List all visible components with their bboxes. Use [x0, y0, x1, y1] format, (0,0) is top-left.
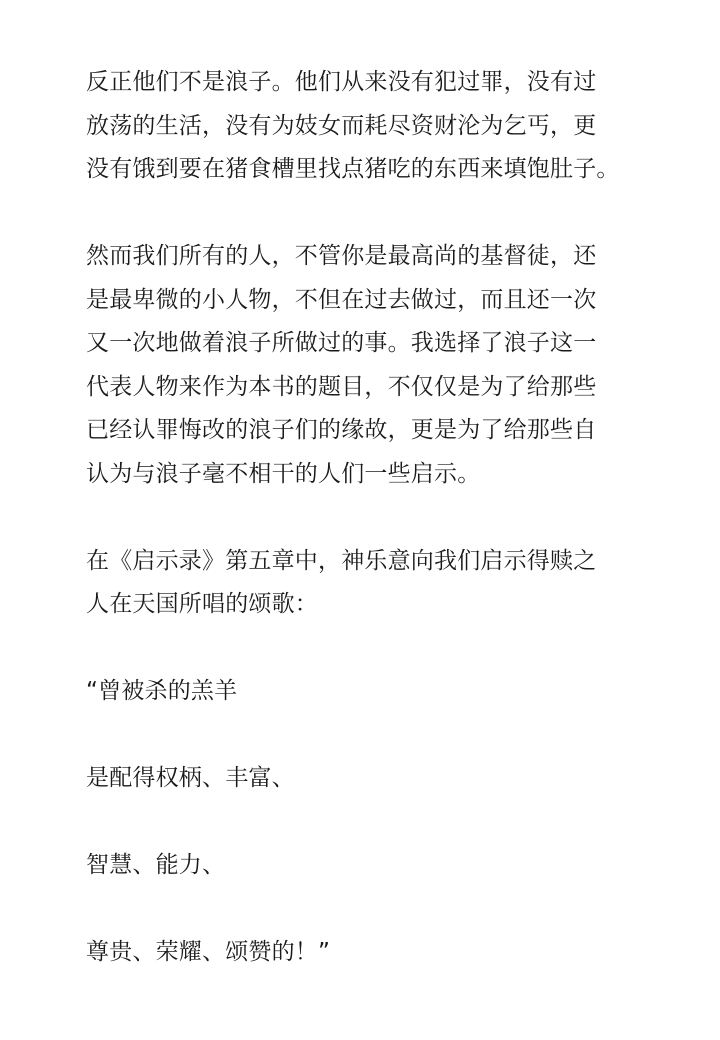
text-line: 已经认罪悔改的浪子们的缘故，更是为了给那些自 — [86, 417, 597, 443]
hymn-line-1 — [86, 670, 646, 714]
paragraph-gap — [86, 627, 646, 671]
text-line: 智慧、能力、 — [86, 852, 226, 878]
text-line: 放荡的生活，没有为妓女而耗尽资财沦为乞丐，更 — [86, 112, 597, 139]
text-line: 又一次地做着浪子所做过的事。我选择了浪子这一 — [86, 330, 597, 356]
text-line: “曾被杀的羔羊 — [86, 678, 238, 704]
text-line: 人在天国所唱的颂歌： — [86, 591, 318, 617]
paragraph-gap — [86, 496, 646, 540]
hymn-line-3 — [86, 844, 646, 888]
text-line: 是最卑微的小人物，不但在过去做过，而且还一次 — [86, 286, 597, 313]
text-line: 反正他们不是浪子。他们从来没有犯过罪，没有过 — [86, 69, 597, 95]
paragraph-gap — [86, 888, 646, 932]
paragraph-gap — [86, 192, 646, 236]
hymn-line-2 — [86, 757, 646, 801]
paragraph-gap — [86, 714, 646, 758]
text-line: 是配得权柄、丰富、 — [86, 765, 295, 791]
paragraph-all-of-us — [86, 235, 646, 496]
paragraph-prodigal-not — [86, 61, 646, 192]
paragraph-gap — [86, 801, 646, 845]
hymn-line-4 — [86, 931, 646, 975]
paragraph-revelation — [86, 540, 646, 627]
text-line: 尊贵、荣耀、颂赞的！” — [86, 939, 331, 965]
text-line: 在《启示录》第五章中，神乐意向我们启示得赎之 — [86, 547, 597, 574]
text-line: 没有饿到要在猪食槽里找点猪吃的东西来填饱肚子。 — [86, 156, 620, 182]
text-line: 然而我们所有的人，不管你是最高尚的基督徒，还 — [86, 243, 597, 269]
text-line: 认为与浪子毫不相干的人们一些启示。 — [86, 460, 481, 487]
document-page — [86, 61, 646, 975]
text-line: 代表人物来作为本书的题目，不仅仅是为了给那些 — [86, 373, 597, 400]
